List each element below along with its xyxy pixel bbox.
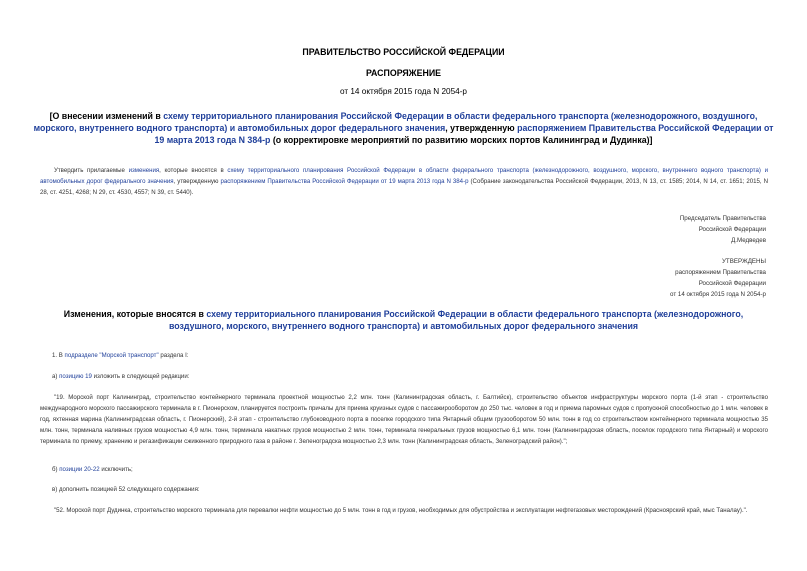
body-text-2: , которые вносятся в [159,167,228,174]
item-a-link[interactable]: позицию 19 [59,373,92,380]
title-link-order[interactable]: распоряжением Правительства Российской Федерации от 19 марта 2013 года N 384-р [154,123,774,145]
government-header: ПРАВИТЕЛЬСТВО РОССИЙСКОЙ ФЕДЕРАЦИИ [302,47,505,57]
item-1 [52,352,188,359]
document-title [30,110,777,146]
title-close: (о корректировке мероприятий по развитию морских портов Калининград и Дудинка)] [270,135,653,145]
item-a-text-a: а) [52,373,60,380]
title-link-scheme[interactable]: схему территориального планирования Российской Федерации в области федерального транспорта (железнодорожного, воздушного, морского, внутреннего водного транспорта) и автомобильных дорог федерального значения [33,111,758,133]
item-b-text-a: б) [52,466,60,473]
item-a-text-b: изложить в следующей редакции: [91,373,190,380]
item-b-link[interactable]: позиции 20-22 [59,466,100,473]
approved-line-2: распоряжением Правительства [675,269,766,276]
item-1-text-a: 1. В [52,352,65,359]
item-b [52,466,133,473]
item-1-text-b: раздела I: [158,352,189,359]
approval-paragraph [40,165,768,198]
approved-line-1: УТВЕРЖДЕНЫ [722,258,766,265]
approval-stamp [526,256,766,300]
quote-position-19: "19. Морской порт Калининград, строительство контейнерного терминала проектной мощностью 2,2 млн. тонн (Калининградская область, г. Балтийск), строительство объектов инфраструктуры морского порта (1-й этап - строительство международного морского пассажирского терминала в г. Пионерском, планируется построить причалы для приема круизных судов с пассажирооборотом до 250 тыс. человек в год и приема паромных судов с пропускной способностью до 1 млн. человек в год, яхтенная марина (Калининградская область, г. Пионерский), 2-й этап - строительство глубоководного порта в поселке городского типа Янтарный общим грузооборотом 50 млн. тонн в год со строительством контейнерного терминала мощностью 35 млн. тонн, терминала наливных грузов мощностью 4,9 млн. тонн, терминала накатных грузов мощностью 2 млн. тонн, терминала генеральных грузов мощностью 6,1 млн. тонн (Калининградская область, поселок городского типа Янтарный) и морского терминала по приему, хранению и регазификации сжиженного природного газа в районе г. Зеленоградска мощностью 2,3 млн. тонн (Калининградская область, Зеленоградский район)."; [40,394,768,445]
title-mid: , утвержденную [445,123,518,133]
body-link-order[interactable]: распоряжением Правительства Российской Федерации от 19 марта 2013 года N 384-р [220,178,469,185]
changes-title-link[interactable]: схему территориального планирования Российской Федерации в области федерального транспорта (железнодорожного, воздушного, морского, внутреннего водного транспорта) и автомобильных дорог федерального значения [168,309,744,331]
item-b-text-b: исключить; [99,466,133,473]
approved-line-3: Российской Федерации [698,280,766,287]
signature-line-2: Российской Федерации [698,226,766,233]
body-link-scheme[interactable]: схему территориального планирования Российской Федерации в области федерального транспорта (железнодорожного, воздушного, морского, внутреннего водного транспорта) и автомобильных дорог федерального значения [40,167,768,185]
quote-position-52: "52. Морской порт Дудинка, строительство морского терминала для перевалки нефти мощностью до 5 млн. тонн в год и грузов, необходимых для обустройства и эксплуатации нефтегазовых месторождений (Красноярский край, мыс Таналау).". [54,507,748,514]
approved-line-4: от 14 октября 2015 года N 2054-р [670,291,766,298]
body-text-3: , утвержденную [173,178,221,185]
document-type: РАСПОРЯЖЕНИЕ [365,68,442,78]
changes-title [40,308,767,332]
signature-block [526,213,766,246]
body-text-1: Утвердить прилагаемые [54,167,129,174]
document-date: от 14 октября 2015 года N 2054-р [339,87,467,96]
item-1-link[interactable]: подразделе "Морской транспорт" [64,352,159,359]
signature-line-1: Председатель Правительства [679,215,766,222]
item-v: в) дополнить позицией 52 следующего содержания: [52,486,200,493]
body-text-4: (Собрание законодательства Российской Федерации, 2013, N 13, ст. 1585; 2014, N 14, ст. 1651; 2015, N 28, ст. 4251, 4268; N 29, ст. 4530, 4557; N 39, ст. 5440). [40,178,769,196]
body-link-changes[interactable]: изменения [128,167,160,174]
signature-line-3: Д.Медведев [731,237,766,244]
title-open: [О внесении изменений в [49,111,164,121]
changes-title-open: Изменения, которые вносятся в [63,309,207,319]
item-a [52,373,189,380]
